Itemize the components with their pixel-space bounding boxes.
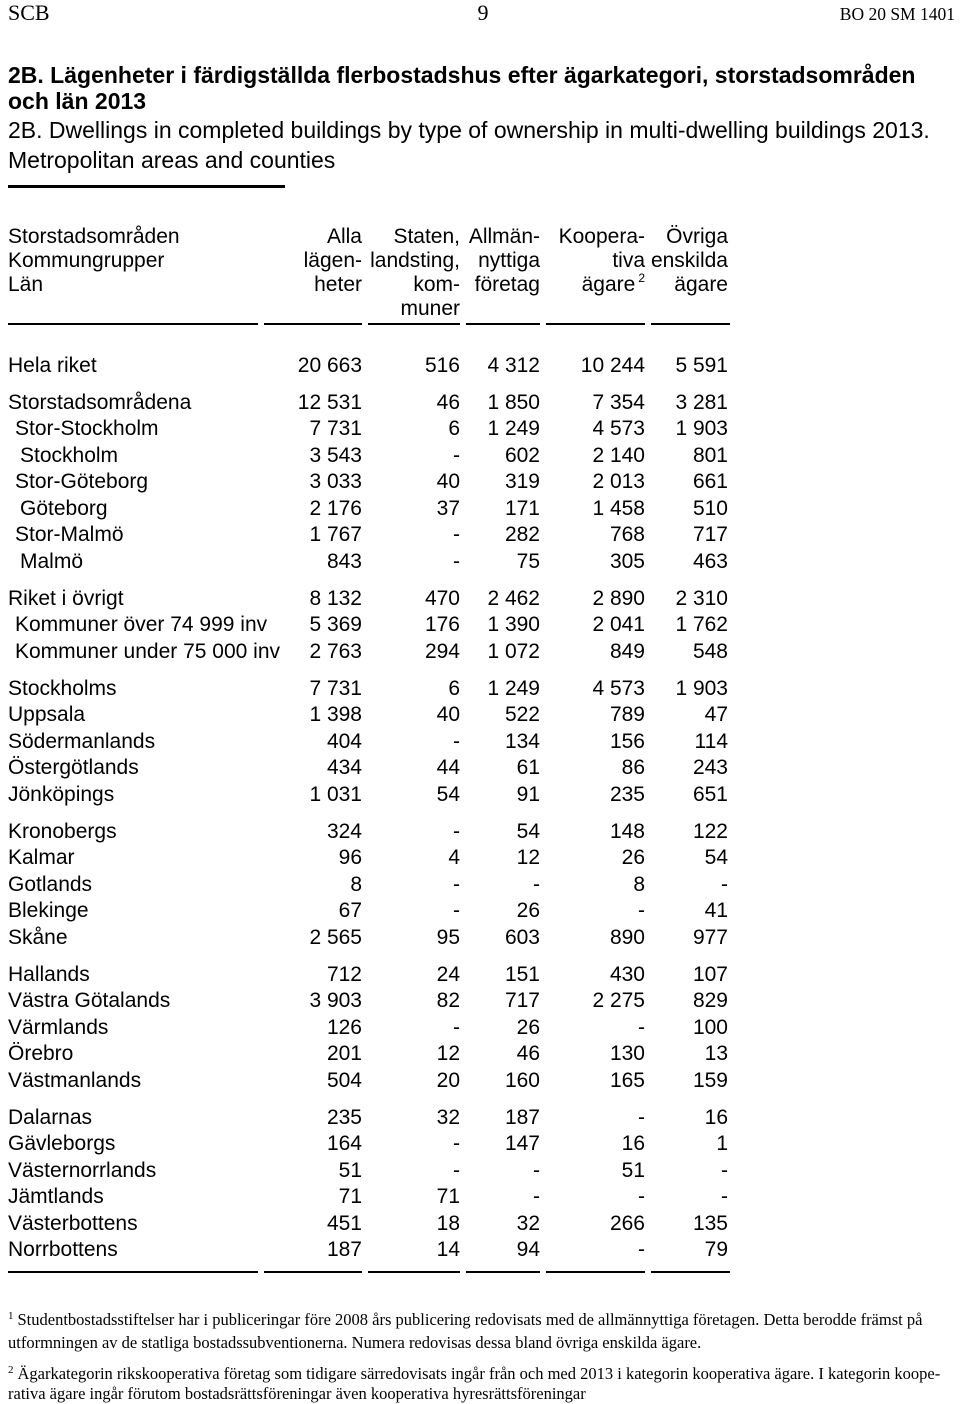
- divider-segment: [8, 323, 258, 325]
- cell-all-dwellings: 1 398: [309, 703, 362, 727]
- cell-cooperative-owners: 8: [633, 872, 645, 896]
- row-label: Stor-Malmö: [15, 523, 124, 547]
- cell-cooperative-owners: 1 458: [592, 496, 645, 520]
- cell-public-housing-companies: 26: [516, 1015, 540, 1039]
- cell-public-housing-companies: 75: [516, 549, 540, 573]
- cell-all-dwellings: 434: [326, 756, 362, 780]
- cell-all-dwellings: 8: [350, 872, 362, 896]
- cell-public-housing-companies: 1 072: [487, 639, 540, 663]
- row-label: Kommuner under 75 000 inv: [15, 639, 280, 663]
- cell-state-county-municipality: 40: [436, 470, 460, 494]
- cell-public-housing-companies: 1 249: [487, 417, 540, 441]
- column-header-line: Övriga: [666, 225, 728, 248]
- cell-cooperative-owners: 430: [609, 962, 645, 986]
- column-header-line: nyttiga: [478, 249, 540, 272]
- cell-cooperative-owners: 890: [609, 925, 645, 949]
- table-row: [8, 1068, 728, 1095]
- cell-other-private-owners: 977: [692, 925, 728, 949]
- column-header-line: heter: [314, 273, 362, 296]
- column-header-state-county-municipality: [362, 225, 460, 321]
- cell-all-dwellings: 843: [326, 549, 362, 573]
- table-row: [8, 469, 728, 496]
- cell-all-dwellings: 2 763: [309, 639, 362, 663]
- table-row: [8, 612, 728, 639]
- table-title-swedish: 2B. Lägenheter i färdigställda flerbostadshus efter ägarkategori, storstadsområden: [8, 62, 916, 88]
- cell-state-county-municipality: -: [453, 1132, 460, 1156]
- cell-all-dwellings: 20 663: [297, 353, 362, 377]
- cell-all-dwellings: 504: [326, 1068, 362, 1092]
- column-header-line: Storstadsområden: [8, 225, 180, 248]
- cell-cooperative-owners: 86: [621, 756, 645, 780]
- row-label: Uppsala: [8, 703, 86, 727]
- cell-state-county-municipality: -: [453, 1158, 460, 1182]
- cell-cooperative-owners: -: [638, 1238, 645, 1262]
- cell-state-county-municipality: 37: [436, 496, 460, 520]
- cell-public-housing-companies: 171: [504, 496, 540, 520]
- table-row: [8, 755, 728, 782]
- cell-other-private-owners: 661: [692, 470, 728, 494]
- column-header-line: kom-: [413, 273, 460, 296]
- row-label: Gotlands: [8, 872, 93, 896]
- row-group: [8, 353, 728, 380]
- cell-public-housing-companies: 160: [504, 1068, 540, 1092]
- cell-other-private-owners: 16: [704, 1105, 728, 1129]
- row-label: Västerbottens: [8, 1211, 138, 1235]
- cell-all-dwellings: 187: [326, 1238, 362, 1262]
- column-header-other-private-owners: [645, 225, 728, 321]
- row-label: Kalmar: [8, 846, 75, 870]
- cell-all-dwellings: 451: [326, 1211, 362, 1235]
- row-label: Blekinge: [8, 899, 89, 923]
- table-row: [8, 416, 728, 443]
- cell-state-county-municipality: 4: [448, 846, 460, 870]
- cell-public-housing-companies: 2 462: [487, 586, 540, 610]
- row-label: Västernorrlands: [8, 1158, 157, 1182]
- cell-cooperative-owners: 2 890: [592, 586, 645, 610]
- table-row: [8, 702, 728, 729]
- cell-all-dwellings: 712: [326, 962, 362, 986]
- cell-cooperative-owners: 130: [609, 1042, 645, 1066]
- cell-other-private-owners: 54: [704, 846, 728, 870]
- cell-state-county-municipality: 12: [436, 1042, 460, 1066]
- cell-cooperative-owners: 51: [621, 1158, 645, 1182]
- cell-public-housing-companies: 26: [516, 899, 540, 923]
- cell-public-housing-companies: 1 249: [487, 676, 540, 700]
- cell-state-county-municipality: -: [453, 549, 460, 573]
- cell-cooperative-owners: 148: [609, 819, 645, 843]
- table-row: [8, 1158, 728, 1185]
- cell-public-housing-companies: 1 850: [487, 390, 540, 414]
- cell-state-county-municipality: 95: [436, 925, 460, 949]
- column-header-line: enskilda: [650, 249, 728, 272]
- cell-state-county-municipality: 24: [436, 962, 460, 986]
- cell-public-housing-companies: 147: [504, 1132, 540, 1156]
- column-header-public-housing-companies: [460, 225, 540, 321]
- divider-segment: [264, 323, 362, 325]
- column-header-line: tiva: [612, 249, 645, 272]
- table-title-english-continued: Metropolitan areas and counties: [8, 147, 336, 173]
- footnote-mark: 2: [8, 1364, 14, 1376]
- table-body: [8, 353, 728, 1264]
- table-row: [8, 1131, 728, 1158]
- table-row: [8, 549, 728, 576]
- cell-other-private-owners: -: [721, 872, 728, 896]
- column-header-line: Kommungrupper: [8, 249, 165, 272]
- cell-public-housing-companies: -: [533, 872, 540, 896]
- divider-segment: [368, 323, 460, 325]
- cell-public-housing-companies: 151: [504, 962, 540, 986]
- column-header-line: Staten,: [393, 225, 460, 248]
- cell-cooperative-owners: 2 041: [592, 613, 645, 637]
- row-label: Norrbottens: [8, 1238, 118, 1262]
- cell-state-county-municipality: 44: [436, 756, 460, 780]
- row-label: Stor-Göteborg: [15, 470, 149, 494]
- cell-cooperative-owners: 2 275: [592, 989, 645, 1013]
- cell-other-private-owners: 47: [704, 703, 728, 727]
- table-row: [8, 443, 728, 470]
- cell-cooperative-owners: -: [638, 1015, 645, 1039]
- cell-state-county-municipality: 470: [424, 586, 460, 610]
- cell-cooperative-owners: 26: [621, 846, 645, 870]
- footnote-text: utformningen av de statliga bostadssubventionerna. Numera redovisas dessa bland övriga enskilda ägare.: [8, 1333, 702, 1352]
- cell-other-private-owners: 1 762: [675, 613, 728, 637]
- cell-all-dwellings: 8 132: [309, 586, 362, 610]
- cell-other-private-owners: 159: [692, 1068, 728, 1092]
- row-group: [8, 676, 728, 809]
- cell-other-private-owners: 13: [704, 1042, 728, 1066]
- cell-state-county-municipality: 40: [436, 703, 460, 727]
- cell-cooperative-owners: 7 354: [592, 390, 645, 414]
- divider-segment: [651, 323, 730, 325]
- cell-all-dwellings: 12 531: [297, 390, 362, 414]
- cell-other-private-owners: 243: [692, 756, 728, 780]
- cell-other-private-owners: 122: [692, 819, 728, 843]
- cell-all-dwellings: 1 767: [309, 523, 362, 547]
- cell-other-private-owners: 1 903: [675, 676, 728, 700]
- divider-segment: [546, 1271, 645, 1273]
- cell-all-dwellings: 67: [338, 899, 362, 923]
- cell-state-county-municipality: -: [453, 819, 460, 843]
- table-bottom-divider: [8, 1271, 730, 1273]
- row-label: Östergötlands: [8, 756, 139, 780]
- table-title-swedish-continued: och län 2013: [8, 88, 147, 114]
- cell-other-private-owners: 2 310: [675, 586, 728, 610]
- cell-cooperative-owners: 235: [609, 782, 645, 806]
- cell-public-housing-companies: 54: [516, 819, 540, 843]
- column-header-line: muner: [400, 297, 460, 320]
- row-label: Jönköpings: [8, 782, 115, 806]
- cell-state-county-municipality: -: [453, 1015, 460, 1039]
- organization-name: SCB: [8, 0, 50, 25]
- cell-other-private-owners: 135: [692, 1211, 728, 1235]
- divider-segment: [466, 1271, 540, 1273]
- footnote-1: [8, 1310, 922, 1330]
- cell-other-private-owners: 100: [692, 1015, 728, 1039]
- cell-cooperative-owners: -: [638, 1105, 645, 1129]
- cell-cooperative-owners: -: [638, 899, 645, 923]
- row-label: Värmlands: [8, 1015, 109, 1039]
- footnote-text: Studentbostadsstiftelser har i publiceringar före 2008 års publicering redovisats med de allmännyttiga företagen. Detta berodde främst på: [17, 1310, 923, 1329]
- column-header-cooperative-owners: [540, 225, 645, 321]
- column-header-text: ägare: [581, 273, 636, 296]
- row-label: Jämtlands: [8, 1185, 104, 1209]
- footnote-2: [8, 1364, 940, 1384]
- row-label: Stockholms: [8, 676, 117, 700]
- cell-other-private-owners: 717: [692, 523, 728, 547]
- cell-cooperative-owners: 10 244: [580, 353, 645, 377]
- cell-state-county-municipality: -: [453, 729, 460, 753]
- title-divider: [8, 185, 285, 188]
- cell-all-dwellings: 3 033: [309, 470, 362, 494]
- row-label: Örebro: [8, 1042, 74, 1066]
- page-header: [0, 0, 960, 26]
- table-row: [8, 1237, 728, 1264]
- cell-public-housing-companies: -: [533, 1185, 540, 1209]
- divider-segment: [368, 1271, 460, 1273]
- footnote-2-continued: [8, 1384, 586, 1404]
- cell-public-housing-companies: 282: [504, 523, 540, 547]
- cell-state-county-municipality: -: [453, 443, 460, 467]
- column-header-line: ägare: [674, 273, 728, 296]
- cell-other-private-owners: 801: [692, 443, 728, 467]
- cell-state-county-municipality: -: [453, 899, 460, 923]
- page-number: 9: [477, 0, 489, 25]
- cell-all-dwellings: 3 903: [309, 989, 362, 1013]
- table-row: [8, 1211, 728, 1238]
- row-label: Hela riket: [8, 353, 97, 377]
- cell-state-county-municipality: 294: [424, 639, 460, 663]
- cell-all-dwellings: 5 369: [309, 613, 362, 637]
- cell-public-housing-companies: 94: [516, 1238, 540, 1262]
- column-header-line: Alla: [326, 225, 362, 248]
- cell-cooperative-owners: 2 013: [592, 470, 645, 494]
- table-row: [8, 1015, 728, 1042]
- cell-all-dwellings: 7 731: [309, 676, 362, 700]
- column-header-line: Koopera-: [558, 225, 645, 248]
- cell-state-county-municipality: 6: [448, 417, 460, 441]
- cell-public-housing-companies: 91: [516, 782, 540, 806]
- cell-other-private-owners: 548: [692, 639, 728, 663]
- row-label: Dalarnas: [8, 1105, 93, 1129]
- row-group: [8, 390, 728, 576]
- row-label: Gävleborgs: [8, 1132, 116, 1156]
- cell-other-private-owners: 41: [704, 899, 728, 923]
- cell-cooperative-owners: 165: [609, 1068, 645, 1092]
- column-header-line: företag: [474, 273, 540, 296]
- divider-segment: [264, 1271, 362, 1273]
- cell-other-private-owners: 114: [694, 729, 728, 753]
- footnote-text: rativa ägare ingår förutom bostadsrättsföreningar även kooperativa hyresrättsföreningar: [8, 1384, 586, 1403]
- cell-all-dwellings: 324: [326, 819, 362, 843]
- table-title-english: 2B. Dwellings in completed buildings by type of ownership in multi-dwelling buildings 2013.: [8, 117, 930, 143]
- cell-public-housing-companies: 32: [516, 1211, 540, 1235]
- cell-cooperative-owners: 16: [621, 1132, 645, 1156]
- cell-state-county-municipality: 20: [436, 1068, 460, 1092]
- cell-state-county-municipality: 176: [424, 613, 460, 637]
- cell-state-county-municipality: 71: [436, 1185, 460, 1209]
- cell-cooperative-owners: 849: [609, 639, 645, 663]
- cell-state-county-municipality: -: [453, 872, 460, 896]
- cell-public-housing-companies: 603: [504, 925, 540, 949]
- report-id: BO 20 SM 1401: [839, 4, 955, 24]
- row-label: Kronobergs: [8, 819, 117, 843]
- cell-all-dwellings: 51: [338, 1158, 362, 1182]
- cell-all-dwellings: 2 565: [309, 925, 362, 949]
- row-group: [8, 819, 728, 952]
- cell-cooperative-owners: 789: [609, 703, 645, 727]
- table-row: [8, 1105, 728, 1132]
- table-row: [8, 898, 728, 925]
- column-header-line: Län: [8, 273, 44, 296]
- cell-public-housing-companies: 602: [504, 443, 540, 467]
- cell-public-housing-companies: 319: [504, 470, 540, 494]
- cell-cooperative-owners: 4 573: [592, 417, 645, 441]
- row-label: Malmö: [20, 549, 84, 573]
- footnote-1-continued: [8, 1333, 701, 1353]
- cell-state-county-municipality: 516: [424, 353, 460, 377]
- cell-all-dwellings: 235: [326, 1105, 362, 1129]
- cell-all-dwellings: 1 031: [309, 782, 362, 806]
- cell-cooperative-owners: 2 140: [592, 443, 645, 467]
- table-row: [8, 676, 728, 703]
- cell-other-private-owners: 463: [692, 549, 728, 573]
- table-row: [8, 729, 728, 756]
- row-label: Kommuner över 74 999 inv: [15, 613, 268, 637]
- cell-public-housing-companies: -: [533, 1158, 540, 1182]
- cell-all-dwellings: 126: [326, 1015, 362, 1039]
- header-divider: [8, 323, 730, 325]
- divider-segment: [466, 323, 540, 325]
- row-label: Riket i övrigt: [8, 586, 124, 610]
- cell-other-private-owners: 107: [692, 962, 728, 986]
- cell-other-private-owners: 3 281: [675, 390, 728, 414]
- cell-other-private-owners: 651: [692, 782, 728, 806]
- cell-state-county-municipality: 82: [436, 989, 460, 1013]
- footnote-text: Ägarkategorin rikskooperativa företag som tidigare särredovisats ingår från och med 2013 i kategorin kooperativa ägare. I kategorin koope-: [17, 1364, 941, 1383]
- row-label: Storstadsområdena: [8, 390, 192, 414]
- divider-segment: [651, 1271, 730, 1273]
- cell-other-private-owners: 79: [704, 1238, 728, 1262]
- table-row: [8, 819, 728, 846]
- cell-other-private-owners: 829: [692, 989, 728, 1013]
- cell-state-county-municipality: 18: [436, 1211, 460, 1235]
- cell-public-housing-companies: 522: [504, 703, 540, 727]
- column-header-line: Allmän-: [468, 225, 540, 248]
- table-row: [8, 586, 728, 613]
- cell-public-housing-companies: 61: [516, 756, 540, 780]
- cell-state-county-municipality: 6: [448, 676, 460, 700]
- cell-other-private-owners: 1: [716, 1132, 728, 1156]
- cell-state-county-municipality: 54: [436, 782, 460, 806]
- row-group: [8, 586, 728, 666]
- cell-other-private-owners: 510: [692, 496, 728, 520]
- table-header: [8, 225, 728, 321]
- cell-cooperative-owners: 305: [609, 549, 645, 573]
- cell-all-dwellings: 7 731: [309, 417, 362, 441]
- row-label: Västra Götalands: [8, 989, 171, 1013]
- cell-cooperative-owners: 156: [609, 729, 645, 753]
- cell-cooperative-owners: 768: [609, 523, 645, 547]
- cell-other-private-owners: 5 591: [675, 353, 728, 377]
- row-label: Stockholm: [20, 443, 119, 467]
- table-row: [8, 845, 728, 872]
- cell-state-county-municipality: -: [453, 523, 460, 547]
- divider-segment: [546, 323, 645, 325]
- row-label: Södermanlands: [8, 729, 156, 753]
- cell-state-county-municipality: 46: [436, 390, 460, 414]
- table-row: [8, 522, 728, 549]
- table-row: [8, 639, 728, 666]
- cell-other-private-owners: -: [721, 1185, 728, 1209]
- row-label: Skåne: [8, 925, 68, 949]
- footnote-mark: 1: [8, 1310, 14, 1322]
- table-row: [8, 496, 728, 523]
- cell-public-housing-companies: 717: [504, 989, 540, 1013]
- cell-cooperative-owners: -: [638, 1185, 645, 1209]
- footnote-reference: 2: [638, 271, 645, 285]
- cell-all-dwellings: 2 176: [309, 496, 362, 520]
- cell-all-dwellings: 71: [338, 1185, 362, 1209]
- table-row: [8, 1184, 728, 1211]
- column-header-line: landsting,: [370, 249, 460, 272]
- cell-cooperative-owners: 266: [609, 1211, 645, 1235]
- row-group: [8, 962, 728, 1095]
- table-row: [8, 962, 728, 989]
- table-row: [8, 988, 728, 1015]
- cell-public-housing-companies: 134: [504, 729, 540, 753]
- table-row: [8, 353, 728, 380]
- cell-other-private-owners: -: [721, 1158, 728, 1182]
- cell-state-county-municipality: 32: [436, 1105, 460, 1129]
- row-label: Hallands: [8, 962, 90, 986]
- row-label: Västmanlands: [8, 1068, 142, 1092]
- cell-all-dwellings: 96: [338, 846, 362, 870]
- cell-all-dwellings: 201: [326, 1042, 362, 1066]
- column-header-all-dwellings: [258, 225, 362, 321]
- cell-state-county-municipality: 14: [436, 1238, 460, 1262]
- table-row: [8, 925, 728, 952]
- row-label: Stor-Stockholm: [15, 417, 159, 441]
- column-header-region: [8, 225, 258, 321]
- table-row: [8, 1041, 728, 1068]
- column-header-line: lägen-: [303, 249, 362, 272]
- row-label: Göteborg: [20, 496, 108, 520]
- cell-public-housing-companies: 4 312: [487, 353, 540, 377]
- table-row: [8, 782, 728, 809]
- divider-segment: [8, 1271, 258, 1273]
- row-group: [8, 1105, 728, 1264]
- table-row: [8, 872, 728, 899]
- table-row: [8, 390, 728, 417]
- cell-other-private-owners: 1 903: [675, 417, 728, 441]
- cell-all-dwellings: 404: [326, 729, 362, 753]
- cell-all-dwellings: 3 543: [309, 443, 362, 467]
- cell-public-housing-companies: 1 390: [487, 613, 540, 637]
- cell-all-dwellings: 164: [326, 1132, 362, 1156]
- column-header-line: [540, 273, 645, 297]
- cell-public-housing-companies: 187: [504, 1105, 540, 1129]
- cell-cooperative-owners: 4 573: [592, 676, 645, 700]
- cell-public-housing-companies: 46: [516, 1042, 540, 1066]
- cell-public-housing-companies: 12: [516, 846, 540, 870]
